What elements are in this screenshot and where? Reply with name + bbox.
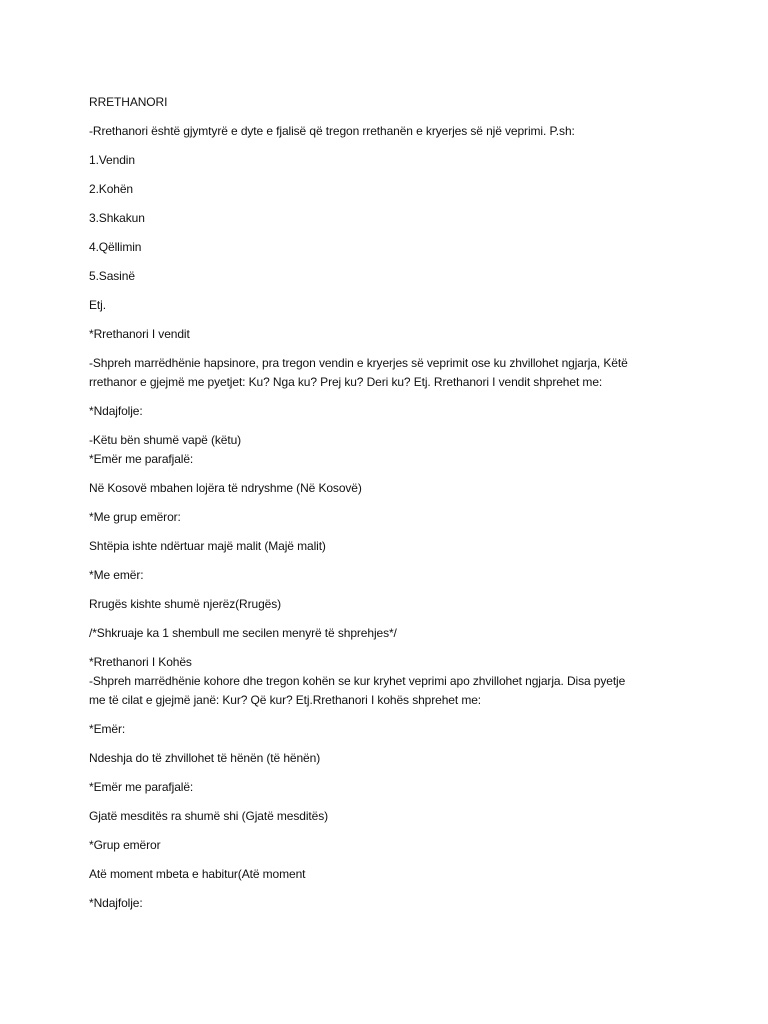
list-item: 1.Vendin [89, 153, 135, 167]
list-item: 5.Sasinë [89, 269, 135, 283]
comment-line: /*Shkruaje ka 1 shembull me secilen menyrë të shprehjes*/ [89, 626, 397, 640]
paragraph-line: -Shpreh marrëdhënie hapsinore, pra tregon vendin e kryerjes së veprimit ose ku zhvillohet ngjarja, Këtë [89, 356, 628, 370]
subheading: *Me grup emëror: [89, 510, 181, 524]
paragraph-line: me të cilat e gjejmë janë: Kur? Që kur? Etj.Rrethanori I kohës shprehet me: [89, 693, 482, 707]
subheading: *Grup emëror [89, 838, 161, 852]
example-line: Atë moment mbeta e habitur(Atë moment [89, 867, 306, 881]
subheading: *Emër me parafjalë: [89, 780, 194, 794]
example-line: Rrugës kishte shumë njerëz(Rrugës) [89, 597, 282, 611]
list-item: 3.Shkakun [89, 211, 145, 225]
paragraph-line: rrethanor e gjejmë me pyetjet: Ku? Nga ku? Prej ku? Deri ku? Etj. Rrethanori I vendit shprehet me: [89, 375, 603, 389]
example-line: Gjatë mesditës ra shumë shi (Gjatë mesditës) [89, 809, 329, 823]
subheading: *Ndajfolje: [89, 896, 143, 910]
list-item: Etj. [89, 298, 106, 312]
section-heading: *Rrethanori I Kohës [89, 655, 192, 669]
document-title: RRETHANORI [89, 95, 168, 109]
example-line: Ndeshja do të zhvillohet të hënën (të hënën) [89, 751, 321, 765]
subheading: *Ndajfolje: [89, 404, 143, 418]
section-heading: *Rrethanori I vendit [89, 327, 190, 341]
example-line: Shtëpia ishte ndërtuar majë malit (Majë malit) [89, 539, 326, 553]
example-line: Në Kosovë mbahen lojëra të ndryshme (Në Kosovë) [89, 481, 362, 495]
subheading: *Emër me parafjalë: [89, 452, 194, 466]
example-line: -Këtu bën shumë vapë (këtu) [89, 433, 242, 447]
paragraph-line: -Shpreh marrëdhënie kohore dhe tregon kohën se kur kryhet veprimi apo zhvillohet ngjarja. Disa pyetje [89, 674, 626, 688]
subheading: *Emër: [89, 722, 126, 736]
list-item: 4.Qëllimin [89, 240, 142, 254]
list-item: 2.Kohën [89, 182, 134, 196]
subheading: *Me emër: [89, 568, 144, 582]
definition-text: -Rrethanori është gjymtyrë e dyte e fjalisë që tregon rrethanën e kryerjes së një veprimi. P.sh: [89, 124, 575, 138]
